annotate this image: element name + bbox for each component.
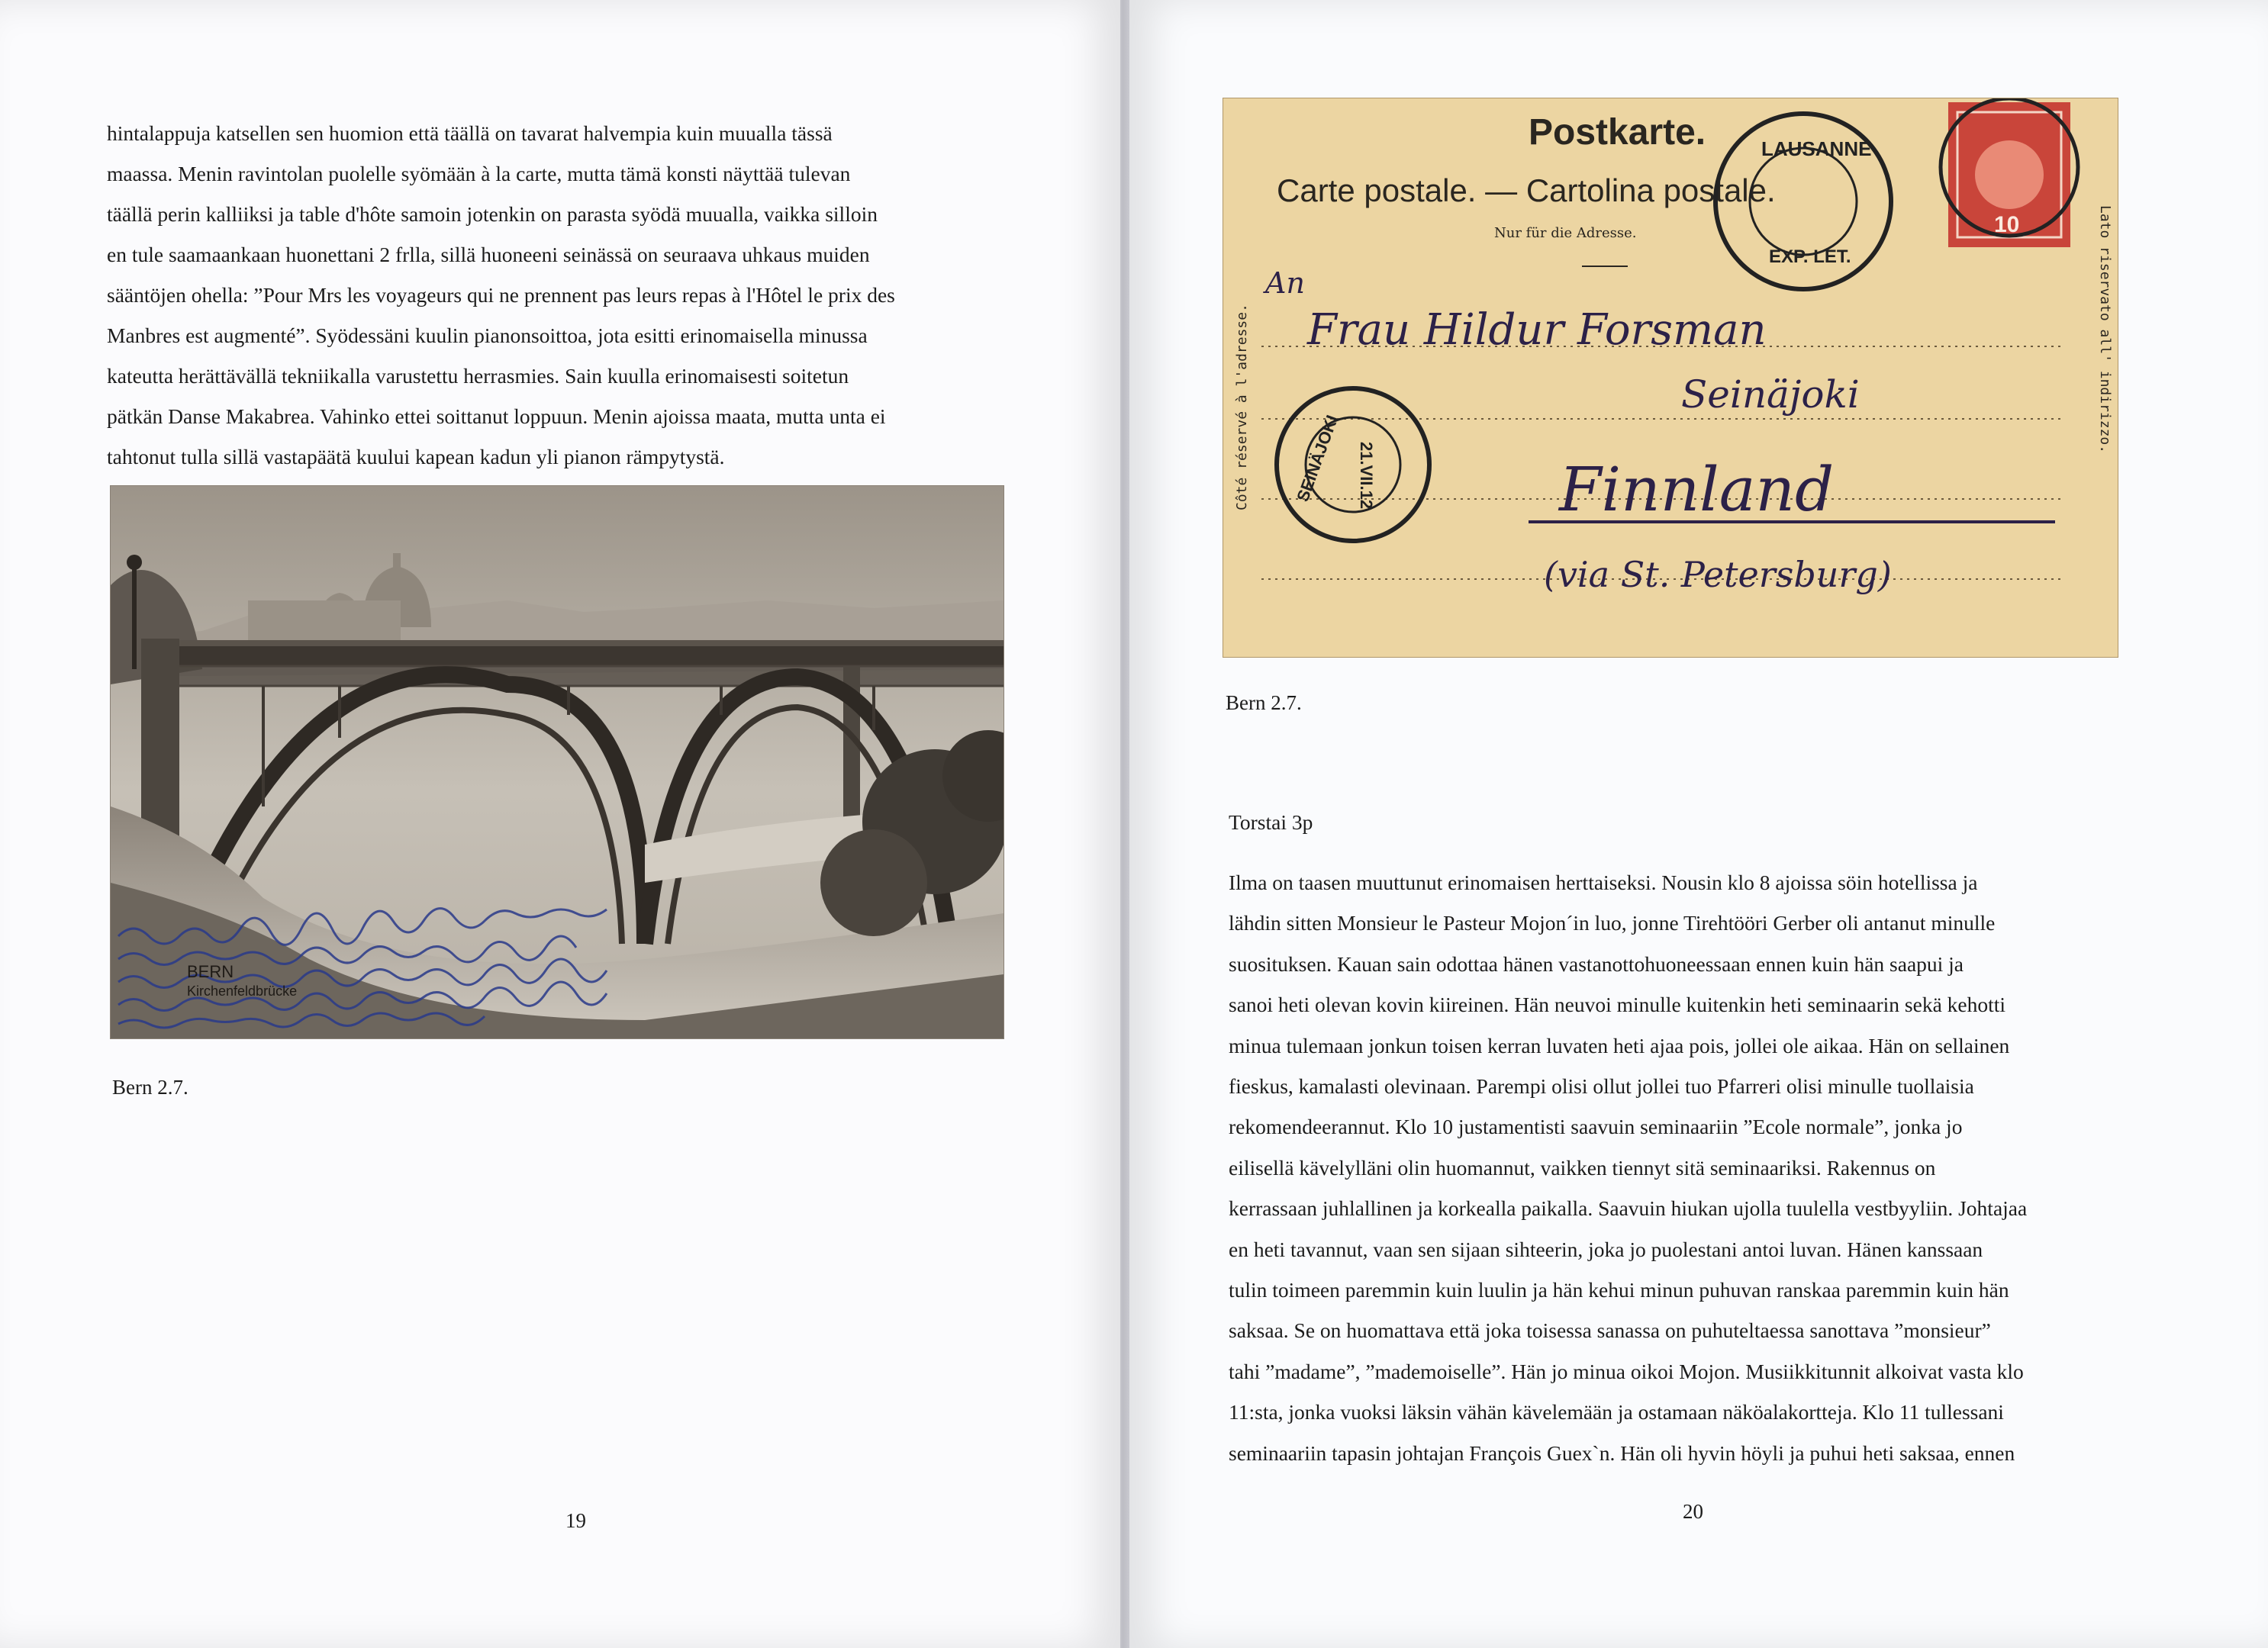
text-line: kateutta herättävällä tekniikalla varustettu herrasmies. Sain kuulla erinomaisesti soitetun <box>107 364 849 388</box>
postage-stamp <box>1941 98 2078 247</box>
handwriting-name: Frau Hildur Forsman <box>1307 305 1767 355</box>
text-line: Ilma on taasen muuttunut erinomaisen herttaiseksi. Nousin klo 8 ajoissa söin hotellissa ja <box>1229 871 1978 894</box>
photo-label-bern: BERN <box>187 962 234 981</box>
postcard-side-right: Lato riservato all' indirizzo. <box>2097 205 2113 454</box>
text-line: suosituksen. Kauan sain odottaa hänen vastanottohuoneessaan ennen kuin hän saapui ja <box>1229 951 1964 976</box>
text-line: seminaariin tapasin johtajan François Guex`n. Hän oli hyvin höyli ja puhui heti saksaa, ennen <box>1229 1440 2015 1465</box>
text-line: Manbres est augmenté”. Syödessäni kuulin pianonsoittoa, jota esitti erinomaisella minussa <box>107 323 868 347</box>
text-line: tahi ”madame”, ”mademoiselle”. Hän jo minua oikoi Mojon. Musiikkitunnit alkoivat vasta klo <box>1229 1359 2024 1383</box>
text-line: 11:sta, jonka vuoksi läksin vähän kävelemään ja ostamaan näköalakortteja. Klo 11 tullessani <box>1229 1400 2004 1424</box>
handwriting-town: Seinäjoki <box>1681 372 1860 417</box>
postcard-image <box>1223 98 2118 658</box>
text-line: saksaa. Se on huomattava että joka toisessa sanassa on puhuteltaessa sanottava ”monsieur” <box>1229 1318 1991 1343</box>
text-line: tahtonut tulla sillä vastapäätä kuului kapean kadun yli pianon rämpytystä. <box>107 445 725 468</box>
postcard-side-left: Côté réservé à l'adresse. <box>1234 304 1250 510</box>
text-line: en tule saamaankaan huonettani 2 frlla, sillä huoneeni seinässä on seuraava uhkaus muiden <box>107 243 870 266</box>
text-line: kerrassaan juhlallinen ja korkealla paikalla. Saavuin hiukan ujolla tuulella vestbyyliin. Johtajaa <box>1229 1196 2028 1221</box>
page-number: 20 <box>1683 1500 1703 1523</box>
left-paragraph <box>107 113 895 477</box>
handwriting-country: Finnland <box>1559 454 1835 525</box>
text-line: rekomendeerannut. Klo 10 justamentisti saavuin seminaariin ”Ecole normale”, jonka jo <box>1229 1115 1963 1139</box>
stamp-value: 10 <box>1994 212 2020 237</box>
text-line: minua tulemaan jonkun toisen kerran luvaten heti ajaa pois, jollei ole aikaa. Hän on sellainen <box>1229 1033 2010 1057</box>
text-line: hintalappuja katsellen sen huomion että täällä on tavarat halvempia kuin muualla tässä <box>107 121 833 145</box>
right-paragraph <box>1229 862 2027 1473</box>
bridge-photo <box>110 485 1004 1039</box>
text-line: tulin toimeen paremmin kuin luulin ja hän kehui minun puhuvan ranskaa paremmin kuin hän <box>1229 1278 2009 1302</box>
text-line: maassa. Menin ravintolan puolelle syömään à la carte, mutta tämä konsti näyttää tulevan <box>107 162 851 185</box>
left-page <box>0 0 1120 1648</box>
postcard-caption: Bern 2.7. <box>1226 691 1302 714</box>
right-page <box>1129 0 2268 1648</box>
text-line: fieskus, kamalasti olevinaan. Parempi olisi ollut jollei tuo Pfarreri olisi minulle tuollaisia <box>1229 1074 1974 1099</box>
postcard-subtitle: Carte postale. — Cartolina postale. <box>1277 172 1776 208</box>
postcard-address-note: Nur für die Adresse. <box>1494 225 1637 241</box>
postmark-seinajoki-text: SEINÄJOKI <box>1293 412 1342 504</box>
postmark-exp-let-text: EXP. LET. <box>1769 246 1851 267</box>
postmark-lausanne-text: LAUSANNE <box>1761 137 1872 160</box>
text-line: sääntöjen ohella: ”Pour Mrs les voyageurs qui ne prennent pas leurs repas à l'Hôtel le prix des <box>107 283 895 307</box>
text-line: pätkän Danse Makabrea. Vahinko ettei soittanut loppuun. Menin ajoissa maata, mutta unta ei <box>107 404 886 428</box>
postcard-title: Postkarte. <box>1529 112 1706 153</box>
photo-label-bridge: Kirchenfeldbrücke <box>187 983 298 999</box>
handwriting-an: An <box>1265 266 1305 300</box>
text-line: en heti tavannut, vaan sen sijaan sihteerin, joka jo puolestani antoi luvan. Hänen kanssaan <box>1229 1237 1983 1261</box>
handwriting-route: (via St. Petersburg) <box>1544 554 1892 595</box>
section-heading: Torstai 3p <box>1229 810 1313 834</box>
photo-caption: Bern 2.7. <box>112 1076 188 1099</box>
page-number: 19 <box>565 1509 586 1532</box>
text-line: eilisellä kävelylläni olin huomannut, vaikken tiennyt sitä seminaariksi. Rakennus on <box>1229 1155 1936 1180</box>
text-line: lähdin sitten Monsieur le Pasteur Mojon´in luo, jonne Tirehtööri Gerber oli antanut minulle <box>1229 911 1996 935</box>
text-line: sanoi heti olevan kovin kiireinen. Hän neuvoi minulle kuitenkin heti seminaarin sekä kehotti <box>1229 993 2006 1017</box>
text-line: täällä perin kalliiksi ja table d'hôte samoin jotenkin on parasta syödä muualla, vaikka silloin <box>107 202 878 226</box>
postmark-seinajoki-date: 21.VII.12 <box>1357 442 1376 510</box>
